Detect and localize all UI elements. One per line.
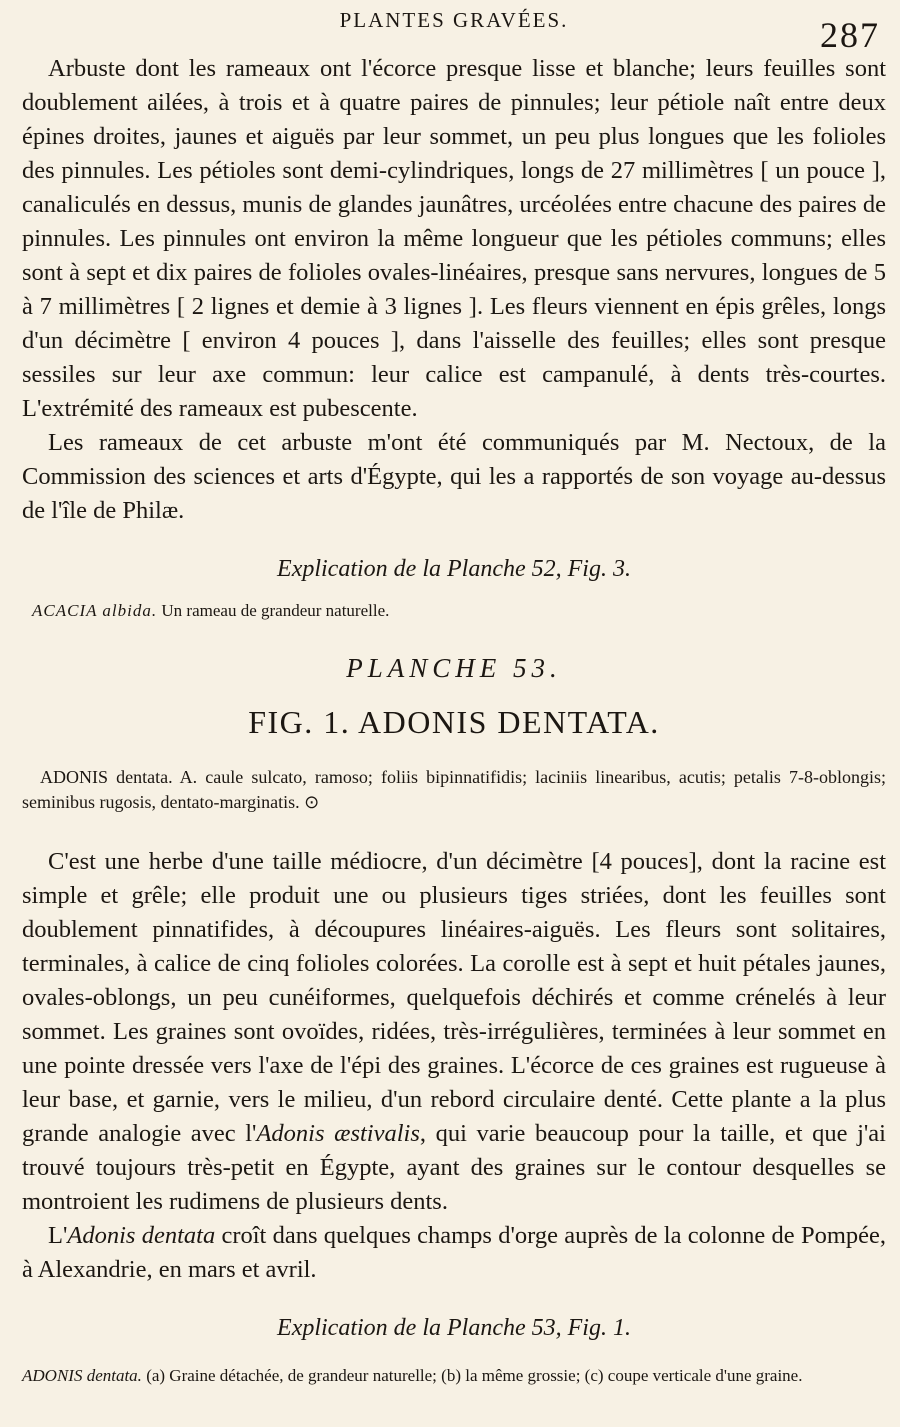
- plate-52-caption-species: ACACIA albida.: [32, 601, 158, 620]
- explication-planche-53: Explication de la Planche 53, Fig. 1.: [277, 1315, 631, 1341]
- adonis-description-part-1: C'est une herbe d'une taille médiocre, d'un décimètre [4 pouces], dont la racine est simple et grêle; elle produit une ou plusieurs tiges striées, dont les feuilles sont doublement pinnatifides, à découpures linéaires-aiguës. Les fleurs sont solitaires, terminales, à calice de cinq folioles colorées. La corolle est à sept et huit pétales jaunes, ovales-oblongs, un peu cunéiformes, quelquefois déchirés et comme crénelés à leur sommet. Les graines sont ovoïdes, ridées, très-irrégulières, terminées à leur sommet en une pointe dressée vers l'axe de l'épi des graines. L'écorce de ces graines est rugueuse à leur base, et garnie, vers le milieu, d'un rebord circulaire denté. Cette plante a la plus grande analogie avec l': [22, 848, 886, 1147]
- page-number: 287: [820, 15, 880, 55]
- adonis-diagnosis-text: ADONIS dentata. A. caule sulcato, ramoso; foliis bipinnatifidis; laciniis linearibus, acutis; petalis 7-8-oblongis; seminibus rugosis, dentato-marginatis. ⊙: [22, 767, 886, 812]
- fig-1-heading: FIG. 1. ADONIS DENTATA.: [248, 704, 660, 740]
- adonis-aestivalis-name: Adonis æstivalis: [256, 1120, 420, 1147]
- adonis-habitat-part-1: L': [48, 1222, 68, 1249]
- plate-53-caption: [22, 1364, 886, 1387]
- plate-52-caption: [32, 601, 886, 621]
- plate-52-caption-text: Un rameau de grandeur naturelle.: [161, 601, 390, 620]
- adonis-habitat-paragraph: [22, 1219, 886, 1287]
- adonis-description-part-2: , qui varie beaucoup pour la taille, et que j'ai trouvé toujours très-petit en Égypte, ayant des graines sur le contour desquelles se montroient les rudimens de plusieurs dents.: [22, 1120, 886, 1215]
- adonis-description-paragraph: [22, 845, 886, 1219]
- acacia-provenance-paragraph: Les rameaux de cet arbuste m'ont été communiqués par M. Nectoux, de la Commission des sciences et arts d'Égypte, qui les a rapportés de son voyage au-dessus de l'île de Philæ.: [22, 429, 886, 524]
- running-head: [22, 0, 886, 55]
- adonis-habitat-part-2: croît dans quelques champs d'orge auprès de la colonne de Pompée, à Alexandrie, en mars et avril.: [22, 1222, 886, 1283]
- adonis-dentata-name: Adonis dentata: [67, 1222, 216, 1249]
- plate-53-caption-text: (a) Graine détachée, de grandeur naturelle; (b) la même grossie; (c) coupe verticale d'une graine.: [146, 1366, 803, 1385]
- running-title: PLANTES GRAVÉES.: [339, 8, 569, 32]
- explication-planche-52: Explication de la Planche 52, Fig. 3.: [277, 556, 631, 582]
- plate-53-caption-species: ADONIS dentata.: [22, 1366, 142, 1385]
- planche-53-heading: PLANCHE 53.: [346, 653, 562, 683]
- acacia-description-paragraph: Arbuste dont les rameaux ont l'écorce presque lisse et blanche; leurs feuilles sont doublement ailées, à trois et à quatre paires de pinnules; leur pétiole naît entre deux épines droites, jaunes et aiguës par leur sommet, un peu plus longues que les folioles des pinnules. Les pétioles sont demi-cylindriques, longs de 27 millimètres [ un pouce ], canaliculés en dessus, munis de glandes jaunâtres, urcéolées entre chacune des paires de pinnules. Les pinnules ont environ la même longueur que les pétioles communs; elles sont à sept et dix paires de folioles ovales-linéaires, presque sans nervures, longues de 5 à 7 millimètres [ 2 lignes et demie à 3 lignes ]. Les fleurs viennent en épis grêles, longs d'un décimètre [ environ 4 pouces ], dans l'aisselle des feuilles; elles sont presque sessiles sur leur axe commun: leur calice est campanulé, à dents très-courtes. L'extrémité des rameaux est pubescente.: [22, 55, 886, 422]
- adonis-diagnosis: [22, 765, 886, 815]
